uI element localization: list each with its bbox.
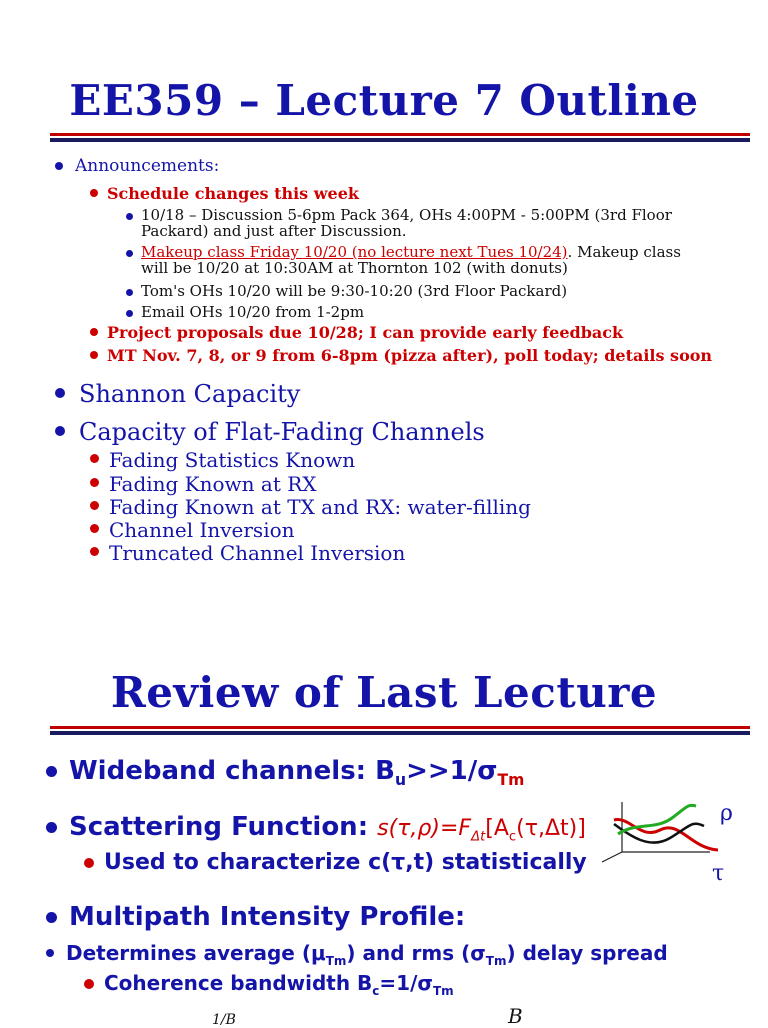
bullet-project: Project proposals due 10/28; I can provide early feedback <box>90 323 623 342</box>
slide2-title: Review of Last Lecture <box>110 668 658 717</box>
bullet-toms-ohs: Tom's OHs 10/20 will be 9:30-10:20 (3rd Floor Packard) <box>126 283 567 299</box>
bullet-dot <box>90 524 99 533</box>
bullet-dot <box>84 979 94 989</box>
bullet-dot <box>55 426 65 436</box>
bullet-dot <box>46 822 57 833</box>
bullet-makeup: Makeup class Friday 10/20 (no lecture next Tues 10/24). Makeup class will be 10/20 at 10:30AM at Thornton 102 (with donuts) <box>126 244 681 276</box>
bullet-dot <box>90 478 99 487</box>
bullet-dot <box>90 328 98 336</box>
bullet-email-ohs: Email OHs 10/20 from 1-2pm <box>126 304 364 320</box>
sketch-diagonal-axis <box>602 852 622 862</box>
sub-bullet-4: Truncated Channel Inversion <box>90 541 405 565</box>
bullet-capacity: Capacity of Flat-Fading Channels <box>55 418 485 446</box>
bullet-dot <box>126 310 133 317</box>
slide1-title: EE359 – Lecture 7 Outline <box>69 76 699 125</box>
bullet-dot <box>126 289 133 296</box>
bullet-dot <box>46 766 57 777</box>
bullet-dot <box>126 213 133 220</box>
bullet-dot <box>55 162 63 170</box>
bullet-schedule: Schedule changes this week <box>90 184 359 203</box>
sub-bullet-1: Fading Known at RX <box>90 472 317 496</box>
bottom-formula-left: 1/B <box>212 1012 236 1028</box>
scattering-function-sketch <box>600 790 750 890</box>
bullet-dot <box>46 949 54 957</box>
title-rule-1 <box>50 133 750 142</box>
bullet-dot <box>84 858 94 868</box>
bullet-dot <box>90 501 99 510</box>
bullet-dot <box>126 250 133 257</box>
sub-bullet-2: Fading Known at TX and RX: water-filling <box>90 495 531 519</box>
bullet-announcements: Announcements: <box>55 156 219 176</box>
bullet-discussion: 10/18 – Discussion 5-6pm Pack 364, OHs 4:00PM - 5:00PM (3rd Floor Packard) and just after Discussion. <box>126 207 672 239</box>
bullet-shannon: Shannon Capacity <box>55 380 300 408</box>
bullet-coherence: Coherence bandwidth $B_c=1/\sigma_{Tm}$ <box>84 971 454 998</box>
bottom-formula-right: B <box>508 1004 523 1028</box>
bullet-dot <box>46 912 57 923</box>
sketch-tau-label: τ <box>712 861 725 886</box>
bullet-dot <box>55 388 65 398</box>
bullet-used: Used to characterize c(τ,t) statistically <box>84 850 587 875</box>
bullet-dot <box>90 189 98 197</box>
bullet-dot <box>90 454 99 463</box>
makeup-link[interactable]: Makeup class Friday 10/20 (no lecture next Tues 10/24) <box>141 243 568 261</box>
bullet-scattering: Scattering Function: $s(\tau,\rho)=F_{\Delta t}[A_c(\tau,\Delta t)]$ <box>46 812 586 844</box>
bullet-wideband: Wideband channels: $B_u>>1/\sigma_{Tm}$ <box>46 756 524 789</box>
sub-bullet-0: Fading Statistics Known <box>90 448 355 472</box>
bullet-dot <box>90 351 98 359</box>
sub-bullet-3: Channel Inversion <box>90 518 295 542</box>
bullet-dot <box>90 547 99 556</box>
bullet-determines: Determines average $(\mu_{Tm})$ and rms $(\sigma_{Tm})$ delay spread <box>46 941 668 968</box>
sketch-rho-label: ρ <box>720 801 733 826</box>
bullet-mip: Multipath Intensity Profile: <box>46 902 465 932</box>
title-rule-2 <box>50 726 750 735</box>
bullet-midterm: MT Nov. 7, 8, or 9 from 6-8pm (pizza after), poll today; details soon <box>90 346 712 365</box>
